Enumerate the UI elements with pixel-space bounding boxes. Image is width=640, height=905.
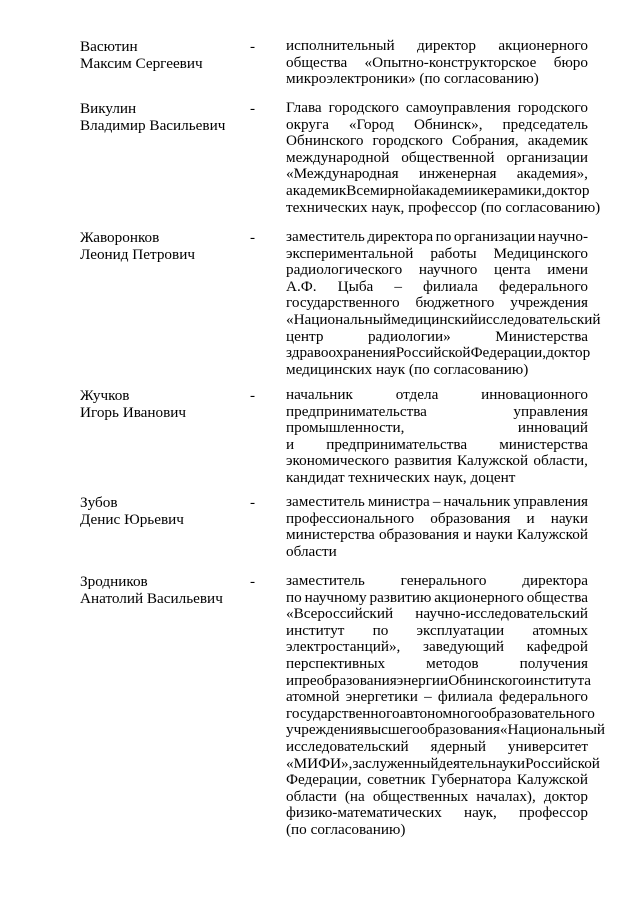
position-word: заместитель [286, 493, 365, 510]
position-line [286, 511, 588, 528]
position-word: деятель [438, 754, 488, 772]
position-word: начальник [286, 386, 353, 403]
position-word: министра [367, 493, 430, 510]
position-line [286, 329, 588, 346]
position-line [286, 362, 588, 379]
position-word: начальник [443, 493, 511, 510]
position-word: академии [419, 181, 481, 199]
position-word: науки [550, 509, 588, 527]
position-line [286, 689, 588, 706]
position-word: образования [378, 526, 460, 544]
position-word: филиала [423, 277, 478, 295]
position-word: электростанций», [286, 638, 401, 656]
position-word: исследовательский [477, 310, 601, 328]
position-word: городского [328, 99, 399, 116]
member-surname: Васютин [80, 38, 138, 55]
position-line [286, 453, 588, 470]
member-given-name: Денис Юрьевич [80, 511, 184, 528]
position-line [286, 527, 588, 544]
position-word: бюджетного [415, 294, 495, 312]
position-line [286, 198, 601, 217]
position-word: области, [533, 452, 588, 470]
position-word: Калужской [516, 771, 588, 789]
position-word: Российской [525, 754, 600, 772]
position-line [286, 387, 588, 404]
position-word: Собрания, [451, 132, 519, 150]
position-word: инновационного [481, 386, 588, 403]
position-word: министерства [286, 526, 375, 544]
position-word: научного [418, 261, 478, 279]
position-word: международной [286, 148, 390, 166]
position-word: промышленности, [286, 419, 405, 437]
position-word: доктор [545, 181, 590, 199]
position-word: государственного [286, 704, 400, 722]
position-line [286, 772, 588, 789]
position-line [286, 590, 588, 607]
member-name [80, 494, 255, 528]
position-word: общественной [401, 148, 495, 166]
position-word: инженерная [418, 165, 497, 183]
position-line [286, 183, 588, 200]
position-word: автономного [399, 704, 482, 722]
position-word: научному [304, 588, 367, 606]
position-word: «Всероссийский [286, 605, 394, 623]
position-word: Федерации, [286, 771, 362, 789]
position-word: советник [367, 771, 426, 789]
separator-dash: - [250, 387, 256, 404]
position-line [286, 671, 592, 690]
position-line [286, 100, 588, 117]
position-word: атомной [286, 688, 340, 706]
position-word: развития [394, 452, 452, 470]
position-word: учреждения [510, 294, 588, 312]
position-word: научно- [537, 228, 588, 245]
position-word: по [435, 228, 452, 245]
position-line [286, 279, 588, 296]
position-line [286, 117, 588, 134]
position-word: заместитель [286, 572, 365, 589]
position-word: и [526, 509, 535, 527]
position-word: государственного [286, 294, 400, 312]
position-word: эксплуатации [416, 621, 505, 639]
position-word: министерства [499, 435, 588, 453]
member-given-name: Максим Сергеевич [80, 55, 203, 72]
position-line [286, 623, 588, 640]
position-word: получения [519, 654, 588, 672]
position-word: предпринимательства [286, 402, 427, 420]
position-word: и [463, 526, 472, 544]
member-position [286, 99, 601, 216]
position-line [286, 704, 595, 723]
position-word: научно-исследовательский [415, 605, 588, 623]
member-name [80, 38, 255, 72]
member-name [80, 387, 255, 421]
position-word: заведующий [423, 638, 504, 656]
position-word: городского [517, 99, 588, 116]
position-word: Всемирной [346, 181, 420, 199]
position-line [286, 262, 588, 279]
position-word: имени [547, 261, 588, 279]
position-word: области [286, 787, 337, 805]
member-given-name: Владимир Васильевич [80, 117, 226, 134]
position-line [286, 805, 588, 822]
position-word: общественных [372, 787, 469, 805]
member-name [80, 100, 255, 134]
position-word: энергии [396, 671, 449, 689]
position-word: по [372, 621, 389, 639]
position-line [286, 55, 588, 72]
position-word: исполнительный [286, 37, 395, 54]
position-word: председатель [502, 115, 588, 133]
position-word: городского [372, 132, 443, 150]
position-word: Медицинского [493, 244, 588, 262]
position-word: филиала [437, 688, 493, 706]
member-name [80, 573, 255, 607]
position-word: института [525, 671, 592, 689]
position-line [286, 437, 588, 454]
position-word: Федерации, [470, 344, 547, 362]
member-surname: Зубов [80, 494, 118, 511]
separator-dash: - [250, 100, 256, 117]
position-word: исследовательский [286, 737, 409, 755]
member-surname: Жучков [80, 387, 130, 404]
position-line [286, 133, 588, 150]
member-position [286, 38, 588, 88]
position-line [286, 822, 588, 839]
position-word: кандидат технических наук, доцент [286, 468, 516, 486]
position-word: профессор [519, 804, 588, 822]
position-word: управления [513, 493, 588, 510]
member-surname: Викулин [80, 100, 137, 117]
position-word: методов [426, 654, 479, 672]
position-line [286, 310, 601, 329]
position-word: ядерный [430, 737, 486, 755]
position-word: генерального [400, 572, 487, 589]
separator-dash: - [250, 229, 256, 246]
position-word: бюро [553, 53, 588, 71]
position-word: федерального [499, 688, 588, 706]
position-word: академик [527, 132, 588, 150]
position-word: – [394, 277, 402, 295]
separator-dash: - [250, 573, 256, 590]
position-word: федерального [498, 277, 588, 295]
position-word: Российской [395, 344, 471, 362]
position-line [286, 71, 588, 88]
position-word: развитию [369, 588, 432, 606]
position-word: «Национальный [286, 310, 392, 328]
position-line [286, 754, 600, 773]
member-position [286, 387, 588, 487]
position-line [286, 656, 588, 673]
position-word: образовательного [481, 704, 595, 722]
position-word: профессионального [286, 509, 415, 527]
member-surname: Жаворонков [80, 229, 160, 246]
position-word: науки [475, 526, 513, 544]
position-word: самоуправления [405, 99, 511, 116]
position-line [286, 420, 588, 437]
position-word: медицинский [391, 310, 478, 328]
position-word: – [432, 493, 441, 510]
position-word: медицинских наук (по согласованию) [286, 360, 529, 378]
position-word: директора [522, 572, 588, 589]
position-word: институт [286, 621, 345, 639]
position-word: (на [344, 787, 365, 805]
position-word: энергетики [345, 688, 418, 706]
position-line [286, 573, 588, 590]
position-word: (по согласованию) [286, 820, 406, 838]
position-line [286, 639, 588, 656]
position-word: работы [430, 244, 477, 262]
position-line [286, 344, 591, 362]
position-word: здравоохранения [286, 344, 396, 362]
position-word: области [286, 542, 337, 560]
position-word: и [286, 671, 295, 689]
position-word: атомных [532, 621, 588, 639]
position-word: директора [367, 228, 434, 245]
position-word: акционерного [434, 588, 524, 606]
position-line [286, 166, 588, 183]
position-line [286, 606, 588, 623]
member-position [286, 494, 588, 560]
position-line [286, 470, 588, 487]
position-word: и [286, 435, 295, 453]
position-word: управления [513, 402, 588, 420]
member-given-name: Леонид Петрович [80, 246, 195, 263]
position-word: физико-математических [286, 804, 442, 822]
position-word: перспективных [286, 654, 386, 672]
position-word: Обнинского [286, 132, 364, 150]
member-given-name: Анатолий Васильевич [80, 590, 223, 607]
position-word: общества [286, 53, 348, 71]
position-line [286, 246, 588, 263]
position-word: технических наук, профессор (по согласованию) [286, 198, 601, 216]
position-word: доктор [546, 344, 591, 362]
position-word: преобразования [294, 671, 397, 689]
position-word: «Город [348, 115, 395, 133]
position-word: образования [430, 509, 511, 527]
position-word: керамики, [480, 181, 546, 199]
member-given-name: Игорь Иванович [80, 404, 187, 421]
member-surname: Зродников [80, 573, 148, 590]
position-word: инноваций [517, 419, 588, 437]
position-word: акционерного [498, 37, 588, 54]
position-word: радиологического [286, 261, 403, 279]
position-word: «Опытно-конструкторское [364, 53, 537, 71]
position-word: «Национальный [499, 721, 606, 739]
position-word: округа [286, 115, 329, 133]
position-word: высшего [363, 721, 420, 739]
position-word: – [424, 688, 432, 706]
position-word: «Международная [286, 165, 399, 183]
position-word: организации [506, 148, 588, 166]
position-word: Глава [286, 99, 322, 116]
position-line [286, 229, 588, 246]
position-word: науки [487, 754, 526, 772]
position-word: радиологии» [367, 327, 451, 345]
position-line [286, 789, 588, 806]
position-word: университет [507, 737, 588, 755]
member-position [286, 572, 606, 839]
position-line [286, 404, 588, 421]
position-word: центр [286, 327, 324, 345]
position-line [286, 295, 588, 312]
position-word: отдела [395, 386, 439, 403]
position-word: Министерства [495, 327, 588, 345]
member-position [286, 228, 601, 378]
position-word: заместитель [286, 228, 365, 245]
position-word: организации [453, 228, 536, 245]
position-word: академия», [516, 165, 588, 183]
position-word: академик [286, 181, 347, 199]
position-line [286, 739, 588, 756]
position-word: образования [419, 721, 500, 739]
separator-dash: - [250, 38, 256, 55]
position-word: цента [494, 261, 531, 279]
position-word: А.Ф. [286, 277, 317, 295]
position-word: Калужской [457, 452, 529, 470]
position-word: по [286, 588, 302, 606]
position-word: микроэлектроники» (по согласованию) [286, 70, 539, 88]
position-word: экспериментальной [286, 244, 414, 262]
position-word: Цыба [337, 277, 374, 295]
position-word: заслуженный [352, 754, 439, 772]
position-word: директор [416, 37, 476, 54]
position-word: наук, [463, 804, 497, 822]
member-name [80, 229, 255, 263]
position-word: доктор [543, 787, 588, 805]
position-word: «МИФИ», [286, 754, 353, 772]
position-word: общества [526, 588, 588, 606]
position-word: Губернатора [431, 771, 512, 789]
separator-dash: - [250, 494, 256, 511]
position-word: Обнинск», [413, 115, 483, 133]
position-line [286, 494, 588, 511]
position-word: учреждения [286, 721, 364, 739]
position-line [286, 721, 606, 739]
position-word: Обнинского [448, 671, 526, 689]
position-word: началах), [476, 787, 536, 805]
position-line [286, 38, 588, 55]
position-word: кафедрой [526, 638, 588, 656]
position-word: предпринимательства [326, 435, 468, 453]
position-word: экономического [286, 452, 390, 470]
position-line [286, 544, 588, 561]
position-word: Калужской [516, 526, 588, 544]
position-line [286, 150, 588, 167]
